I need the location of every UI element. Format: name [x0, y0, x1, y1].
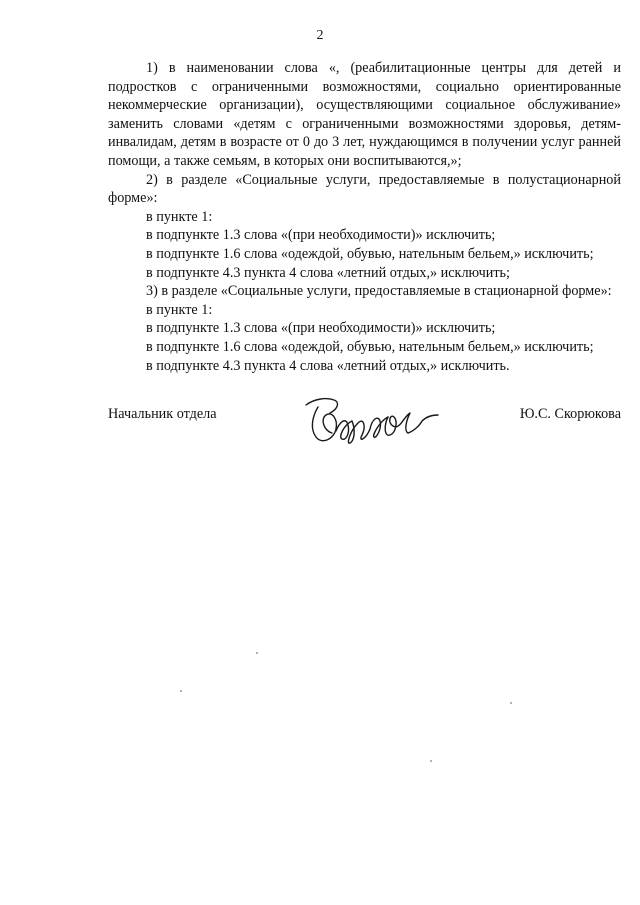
page-number: 2: [316, 28, 324, 43]
scan-speck: [256, 652, 258, 654]
paragraph-item-3: в пункте 1:: [146, 208, 213, 225]
paragraph-item-4: в подпункте 1.3 слова «(при необходимости)» исключить;: [146, 227, 496, 244]
paragraph-item-6: в подпункте 4.3 пункта 4 слова «летний отдых,» исключить;: [146, 264, 510, 281]
paragraph-item-9: в подпункте 1.3 слова «(при необходимости)» исключить;: [146, 320, 496, 337]
paragraph-item-11: в подпункте 4.3 пункта 4 слова «летний отдых,» исключить.: [146, 357, 510, 374]
scan-speck: [430, 760, 432, 762]
scan-speck: [180, 690, 182, 692]
signatory-name: Ю.С. Скорюкова: [519, 406, 621, 422]
scan-speck: [510, 702, 512, 704]
document-body: [108, 59, 621, 375]
paragraph-item-10: в подпункте 1.6 слова «одеждой, обувью, нательным бельем,» исключить;: [146, 338, 594, 355]
paragraph-item-5: в подпункте 1.6 слова «одеждой, обувью, нательным бельем,» исключить;: [146, 245, 594, 262]
paragraph-item-1: 1) в наименовании слова «, (реабилитационные центры для детей и подростков с ограниченными возможностями, социально ориентированные некоммерческие организации), осуществляющими социальное обслуживание» заменить словами «детям с ограниченными возможностями здоровья, детям-инвалидам, детям в возрасте от 0 до 3 лет, нуждающимся в получении услуг ранней помощи, а также семьям, в которых они воспитываются,»;: [108, 60, 621, 169]
signatory-title: Начальник отдела: [108, 406, 217, 422]
paragraph-item-2: 2) в разделе «Социальные услуги, предоставляемые в полустационарной форме»:: [108, 171, 621, 207]
paragraph-item-7: 3) в разделе «Социальные услуги, предоставляемые в стационарной форме»:: [146, 283, 612, 300]
paragraph-item-8: в пункте 1:: [146, 301, 213, 318]
signature-block: [108, 399, 621, 459]
handwritten-signature: [300, 391, 440, 453]
